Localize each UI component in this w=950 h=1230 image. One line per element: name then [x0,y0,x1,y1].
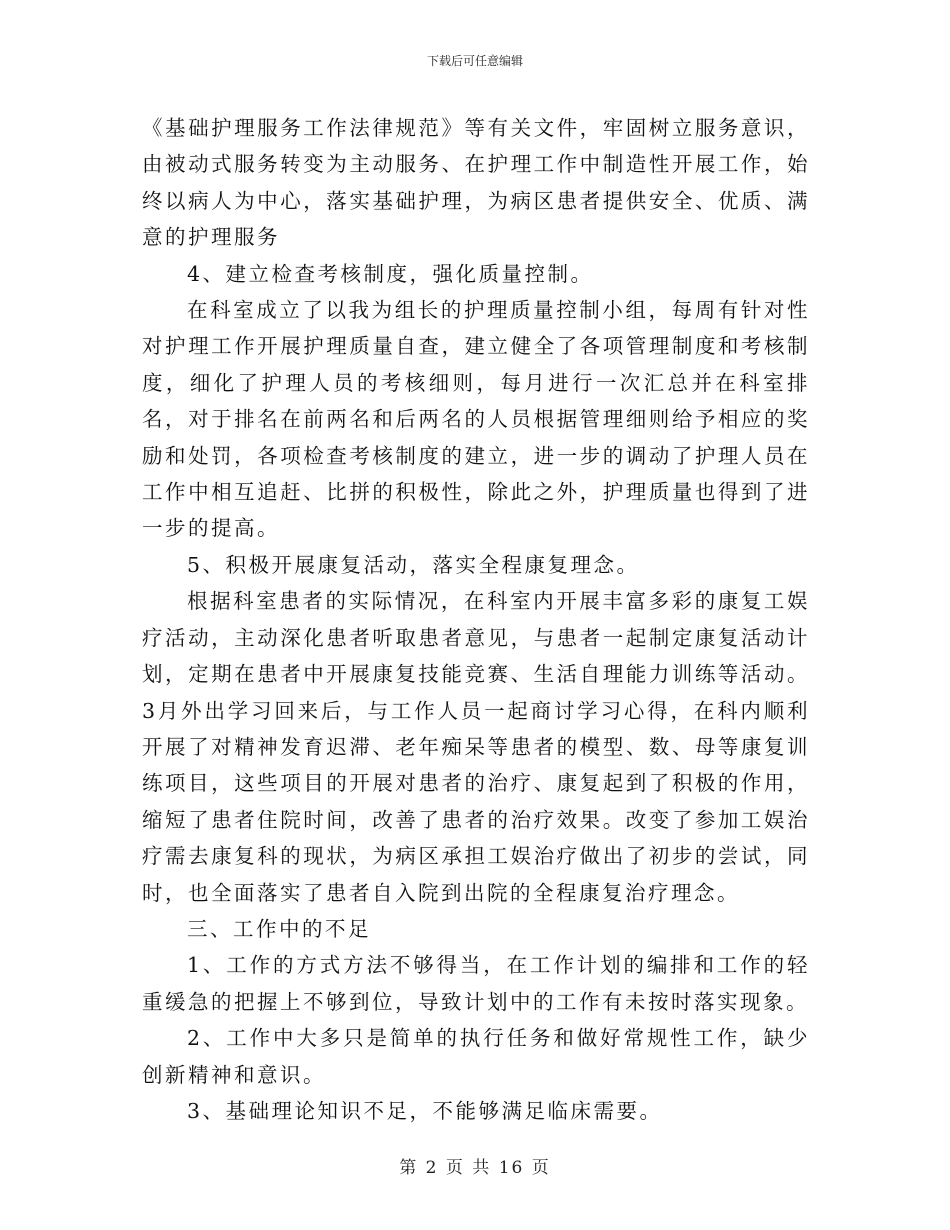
paragraph: 在科室成立了以我为组长的护理质量控制小组，每周有针对性对护理工作开展护理质量自查，建立健全了各项管理制度和考核制度，细化了护理人员的考核细则，每月进行一次汇总并在科室排名，对于排名在前两名和后两名的人员根据管理细则给予相应的奖励和处罚，各项检查考核制度的建立，进一步的调动了护理人员在工作中相互追赶、比拼的积极性，除此之外，护理质量也得到了进一步的提高。 [142,298,810,541]
section-heading: 5、积极开展康复活动，落实全程康复理念。 [187,552,640,577]
section-heading: 三、工作中的不足 [187,916,371,941]
document-body [142,110,810,1129]
page-number-footer: 第 2 页 共 16 页 [399,1158,551,1178]
paragraph: 《基础护理服务工作法律规范》等有关文件，牢固树立服务意识，由被动式服务转变为主动服务、在护理工作中制造性开展工作，始终以病人为中心，落实基础护理，为病区患者提供安全、优质、满意的护理服务 [142,116,810,250]
list-item: 1、工作的方式方法不够得当，在工作计划的编排和工作的轻重缓急的把握上不够到位，导致计划中的工作有未按时落实现象。 [142,953,810,1014]
page-header: 下载后可任意编辑 [426,54,523,68]
list-item: 3、基础理论知识不足，不能够满足临床需要。 [187,1098,663,1123]
list-item: 2、工作中大多只是简单的执行任务和做好常规性工作，缺少创新精神和意识。 [142,1026,810,1087]
paragraph: 根据科室患者的实际情况，在科室内开展丰富多彩的康复工娱疗活动，主动深化患者听取患者意见，与患者一起制定康复活动计划，定期在患者中开展康复技能竞赛、生活自理能力训练等活动。3月外出学习回来后，与工作人员一起商讨学习心得，在科内顺利开展了对精神发育迟滞、老年痴呆等患者的模型、数、母等康复训练项目，这些项目的开展对患者的治疗、康复起到了积极的作用，缩短了患者住院时间，改善了患者的治疗效果。改变了参加工娱治疗需去康复科的现状，为病区承担工娱治疗做出了初步的尝试，同时，也全面落实了患者自入院到出院的全程康复治疗理念。 [142,589,810,905]
section-heading: 4、建立检查考核制度，强化质量控制。 [187,261,594,286]
